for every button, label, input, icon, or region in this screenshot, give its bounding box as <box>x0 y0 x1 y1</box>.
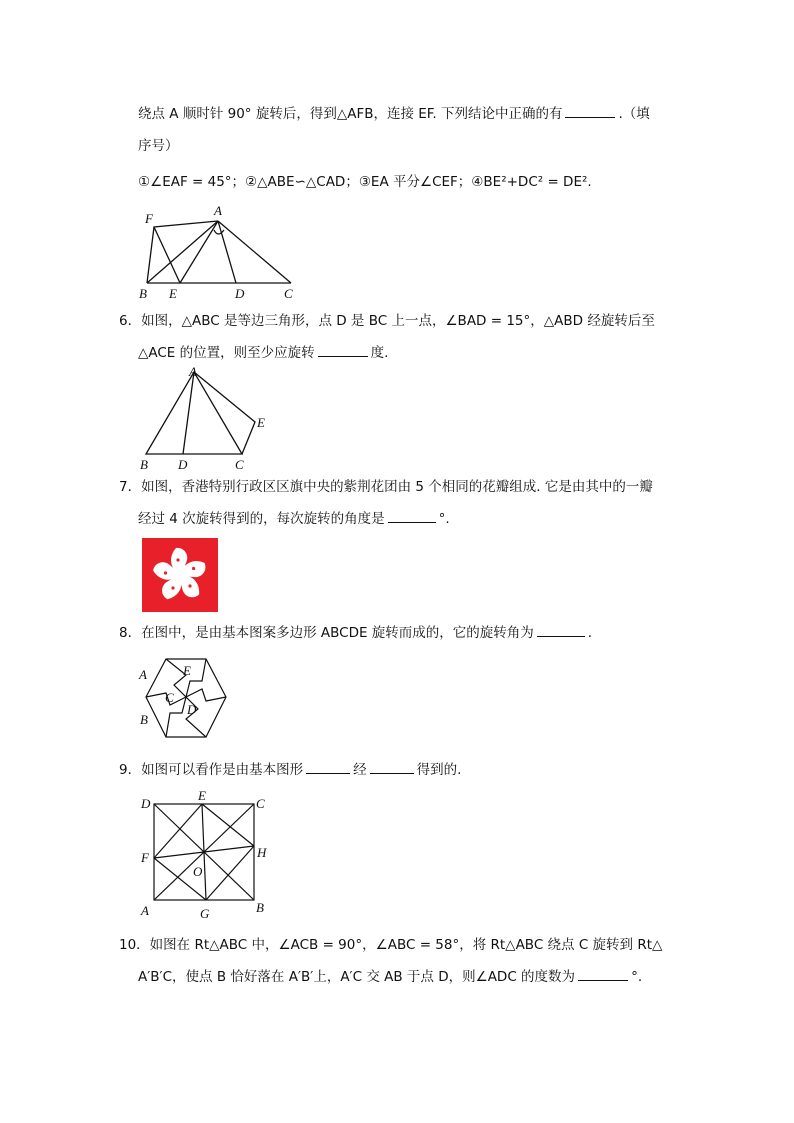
q6-stem: △ACE 的位置，则至少应旋转 <box>138 345 315 361</box>
q9-label-D: D <box>141 796 151 811</box>
q6-stem-tail: 度. <box>370 345 389 361</box>
q9-stem: 9．如图可以看作是由基本图形 <box>119 762 304 778</box>
q10-text-line2 <box>138 967 642 987</box>
q9-label-O: O <box>193 864 203 879</box>
q6-label-D: D <box>178 457 188 472</box>
q5-text-line2: 序号） <box>138 138 179 154</box>
q9-label-A: A <box>141 903 149 918</box>
q5-angle-mark <box>214 230 224 234</box>
q6-label-A: A <box>189 364 197 379</box>
q9-label-H: H <box>257 845 267 860</box>
q5-seg-AB <box>147 221 218 283</box>
q8-stem: 8．在图中，是由基本图案多边形 ABCDE 旋转而成的，它的旋转角为 <box>119 625 534 641</box>
q8-label-D: D <box>187 702 197 717</box>
q5-label-D: D <box>235 286 245 301</box>
q8-label-C: C <box>165 690 174 705</box>
q8-label-B: B <box>140 712 148 727</box>
q5-figure <box>138 200 303 303</box>
q5-seg-FE <box>154 227 180 283</box>
q9-text-line1 <box>119 760 461 780</box>
q9-label-C: C <box>256 796 265 811</box>
q6-triangle-ABC <box>146 372 242 454</box>
q6-figure <box>135 362 275 474</box>
q9-figure <box>136 788 276 923</box>
q5-label-B: B <box>139 286 147 301</box>
q9-seg-HE <box>202 804 254 846</box>
q9-label-G: G <box>200 906 210 921</box>
q9-answer-blank-2[interactable] <box>370 761 414 774</box>
q9-stem-mid: 经 <box>353 762 367 778</box>
q7-answer-blank[interactable] <box>388 510 436 523</box>
q8-answer-blank[interactable] <box>537 624 585 637</box>
q8-figure <box>136 653 234 745</box>
q5-seg-AE <box>180 221 218 283</box>
q6-seg-AD <box>183 372 194 454</box>
q5-label-C: C <box>284 286 293 301</box>
q7-text-line2 <box>138 509 450 529</box>
q8-label-A: A <box>139 667 147 682</box>
q10-text-line1: 10．如图在 Rt△ABC 中，∠ACB = 90°，∠ABC = 58°，将 Rt△ABC 绕点 C 旋转到 Rt△ <box>119 937 663 953</box>
q6-label-C: C <box>235 457 244 472</box>
q8-pattern-3 <box>186 689 226 701</box>
q6-label-B: B <box>140 457 148 472</box>
hong-kong-flag-icon <box>142 538 218 612</box>
q8-label-E: E <box>183 663 191 678</box>
q9-stem-tail: 得到的. <box>416 762 462 778</box>
q5-seg-AC <box>218 221 291 283</box>
q6-text-line1: 6．如图，△ABC 是等边三角形，点 D 是 BC 上一点，∠BAD = 15°，△ABD 经旋转后至 <box>119 313 655 329</box>
q9-seg-GH <box>206 846 254 900</box>
q10-stem: A′B′C，使点 B 恰好落在 A′B′上，A′C 交 AB 于点 D，则∠ADC 的度数为 <box>138 969 576 985</box>
q9-answer-blank-1[interactable] <box>306 761 350 774</box>
q5-seg-AD <box>218 221 236 283</box>
q9-label-B: B <box>256 900 264 915</box>
q5-answer-blank[interactable] <box>565 105 615 118</box>
q9-label-E: E <box>198 788 206 803</box>
q7-text-line1: 7．如图，香港特别行政区区旗中央的紫荆花团由 5 个相同的花瓣组成. 它是由其中的一瓣 <box>119 479 653 495</box>
q5-label-A: A <box>214 203 222 218</box>
q5-stem-tail: .（填 <box>618 106 650 122</box>
q5-label-F: F <box>145 211 153 226</box>
q9-label-F: F <box>141 850 149 865</box>
q10-answer-blank[interactable] <box>578 968 628 981</box>
q6-label-E: E <box>257 415 265 430</box>
q10-stem-tail: °. <box>631 969 643 985</box>
q7-stem-tail: °. <box>438 511 450 527</box>
q8-stem-tail: . <box>587 625 593 641</box>
q9-seg-EF <box>154 804 202 858</box>
q5-label-E: E <box>169 286 177 301</box>
q5-options: ①∠EAF = 45°；②△ABE∽△CAD；③EA 平分∠CEF；④BE²+DC² = DE². <box>138 174 592 190</box>
q6-text-line2 <box>138 343 388 363</box>
q8-text-line1 <box>119 623 592 643</box>
q6-answer-blank[interactable] <box>318 344 368 357</box>
q5-stem: 绕点 A 顺时针 90° 旋转后，得到△AFB，连接 EF. 下列结论中正确的有 <box>138 106 563 122</box>
q5-text-line1 <box>138 104 650 124</box>
q6-seg-AEC <box>194 372 255 454</box>
q7-stem: 经过 4 次旋转得到的，每次旋转的角度是 <box>138 511 385 527</box>
